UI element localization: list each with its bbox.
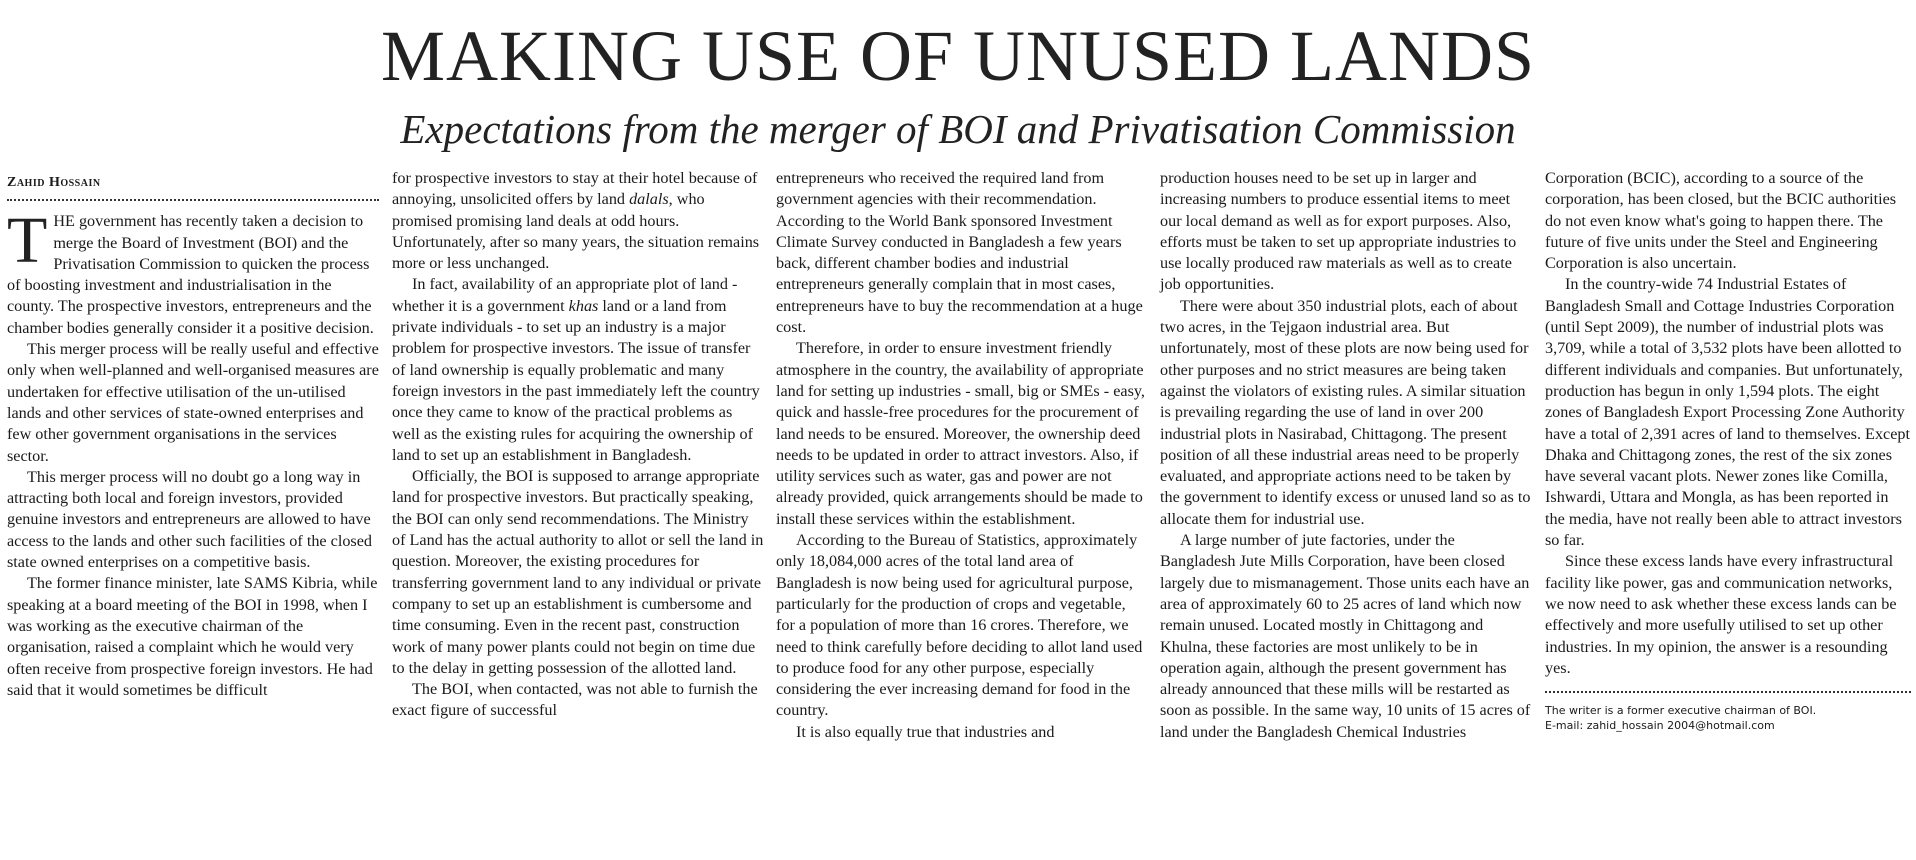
paragraph: A large number of jute factories, under the Bangladesh Jute Mills Corporation, have been closed largely due to mismanagement. Those units each have an area of approximately 60 to 25 acres of land which now remain unused. Located mostly in Chittagong and Khulna, these factories are most unlikely to be in operation again, although the present government has already announced that these mills will be restarted as soon as possible. In the same way, 10 units of 15 acres of land under the Bangladesh Chemical Industries xyxy=(1160,531,1531,741)
text-run: , who promised promising land deals at odd hours. Unfortunately, after so many years, the situation remains more or less unchanged. xyxy=(392,190,760,273)
paragraph: It is also equally true that industries and xyxy=(796,722,1055,741)
paragraph: Corporation (BCIC), according to a source of the corporation, has been closed, but the BCIC authorities do not even know what's going to happen there. The future of five units under the Steel and Engineering Corporation is also uncertain. xyxy=(1545,169,1897,273)
italic-word: dalals xyxy=(629,190,669,209)
paragraph: Since these excess lands have every infrastructural facility like power, gas and communication networks, we now need to ask whether these excess lands can be effectively and more usefully utilised to set up other industries. In my opinion, the answer is a resounding yes. xyxy=(1545,552,1897,677)
lead-paragraph xyxy=(7,204,379,339)
author-note xyxy=(1545,691,1911,733)
paragraph xyxy=(392,274,764,466)
paragraph: Therefore, in order to ensure investment friendly atmosphere in the country, the availability of appropriate land for setting up industries - small, big or SMEs - easy, quick and hassle-free procedures for the procurement of land needs to be ensured. Moreover, the ownership deed needs to be updated in order to attract investors. Also, if utility services such as water, gas and power are not already provided, quick arrangements should be made to install these services within the establishment. xyxy=(776,339,1145,528)
byline xyxy=(7,172,379,201)
headline: MAKING USE OF UNUSED LANDS xyxy=(380,16,1536,96)
paragraph: This merger process will no doubt go a long way in attracting both local and foreign investors, provided genuine investors and entrepreneurs are allowed to have access to the lands and other such facilities of the closed state owned enterprises on a competitive basis. xyxy=(7,467,372,572)
paragraph: production houses need to be set up in larger and increasing numbers to produce essential items to meet our local demand as well as for export purposes. Also, efforts must be taken to set up appropriate industries to use locally produced raw materials as well as to create job opportunities. xyxy=(1160,169,1517,294)
italic-word: khas xyxy=(568,296,599,315)
article-column-5 xyxy=(1545,168,1911,733)
paragraph: This merger process will be really useful and effective only when well-planned and well-organised measures are undertaken for effective utilisation of the un-utilised lands and other services of state-owned enterprises and few other government organisations in the services sector. xyxy=(7,340,379,465)
paragraph xyxy=(392,168,764,274)
paragraph: The BOI, when contacted, was not able to furnish the exact figure of successful xyxy=(392,680,758,720)
text-run: for prospective investors to stay at their hotel because of annoying, unsolicited offers by land xyxy=(392,169,758,209)
article-column-3 xyxy=(776,168,1148,743)
drop-cap: T xyxy=(7,204,48,278)
subheadline: Expectations from the merger of BOI and Privatisation Commission xyxy=(400,106,1516,152)
paragraph: entrepreneurs who received the required land from government agencies with their recommendation. According to the World Bank sponsored Investment Climate Survey conducted in Bangladesh a few years back, different chamber bodies and industrial entrepreneurs generally complain that in most cases, entrepreneurs have to buy the recommendation at a huge cost. xyxy=(776,169,1143,337)
paragraph: The former finance minister, late SAMS Kibria, while speaking at a board meeting of the BOI in 1998, when I was working as the executive chairman of the organisation, raised a complaint which he would very often receive from prospective foreign investors. He had said that it would sometimes be difficult xyxy=(7,574,378,699)
lead-text: HE government has recently taken a decision to merge the Board of Investment (BOI) and the Privatisation Commission to quicken the process of boosting investment and industrialisation in the county. The prospective investors, entrepreneurs and the chamber bodies generally consider it a positive decision. xyxy=(7,212,374,337)
article-column-2 xyxy=(392,168,764,722)
author-note-bio: The writer is a former executive chairman of BOI. xyxy=(1545,704,1817,718)
paragraph: According to the Bureau of Statistics, approximately only 18,084,000 acres of the total land area of Bangladesh is now being used for agricultural purpose, particularly for the production of crops and vegetable, for a population of more than 16 crores. Therefore, we need to think carefully before deciding to allot land used to produce food for any other purpose, especially considering the ever increasing demand for food in the country. xyxy=(776,531,1143,720)
author-name: Zahid Hossain xyxy=(7,175,101,190)
article-column-4 xyxy=(1160,168,1532,743)
text-run: land or a land from private individuals - to set up an industry is a major problem for prospective investors. The issue of transfer of land ownership is equally problematic and many foreign investors in the past immediately left the country once they came to know of the practical problems as well as the existing rules for acquiring the ownership of land to set up an establishment in Bangladesh. xyxy=(392,296,760,464)
paragraph: Officially, the BOI is supposed to arrange appropriate land for prospective investors. But practically speaking, the BOI can only send recommendations. The Ministry of Land has the actual authority to allot or sell the land in question. Moreover, the existing procedures for transferring government land to any individual or private company to set up an establishment is cumbersome and time consuming. Even in the recent past, construction work of many power plants could not begin on time due to the delay in getting possession of the allotted land. xyxy=(392,467,764,677)
paragraph: There were about 350 industrial plots, each of about two acres, in the Tejgaon industrial area. But unfortunately, most of these plots are now being used for other purposes and no strict measures are being taken against the violators of existing rules. A similar situation is prevailing regarding the use of land in over 200 industrial plots in Nasirabad, Chittagong. The present position of all these industrial areas need to be properly evaluated, and appropriate actions need to be taken by the government to identify excess or unused land so as to allocate them for industrial use. xyxy=(1160,296,1531,528)
article-column-1 xyxy=(7,172,379,701)
text-run: In fact, availability of an appropriate plot of land - whether it is a government xyxy=(392,275,738,315)
paragraph: In the country-wide 74 Industrial Estates of Bangladesh Small and Cottage Industries Corporation (until Sept 2009), the number of industrial plots was 3,709, while a total of 3,532 plots have been allotted to different individuals and companies. But unfortunately, production has begun in only 1,594 plots. The eight zones of Bangladesh Export Processing Zone Authority have a total of 2,391 acres of land to themselves. Except Dhaka and Chittagong zones, the rest of the six zones have several vacant plots. Newer zones like Comilla, Ishwardi, Uttara and Mongla, as has been reported in the media, have not really been able to attract investors so far. xyxy=(1545,275,1910,550)
author-note-email: E-mail: zahid_hossain 2004@hotmail.com xyxy=(1545,719,1775,733)
